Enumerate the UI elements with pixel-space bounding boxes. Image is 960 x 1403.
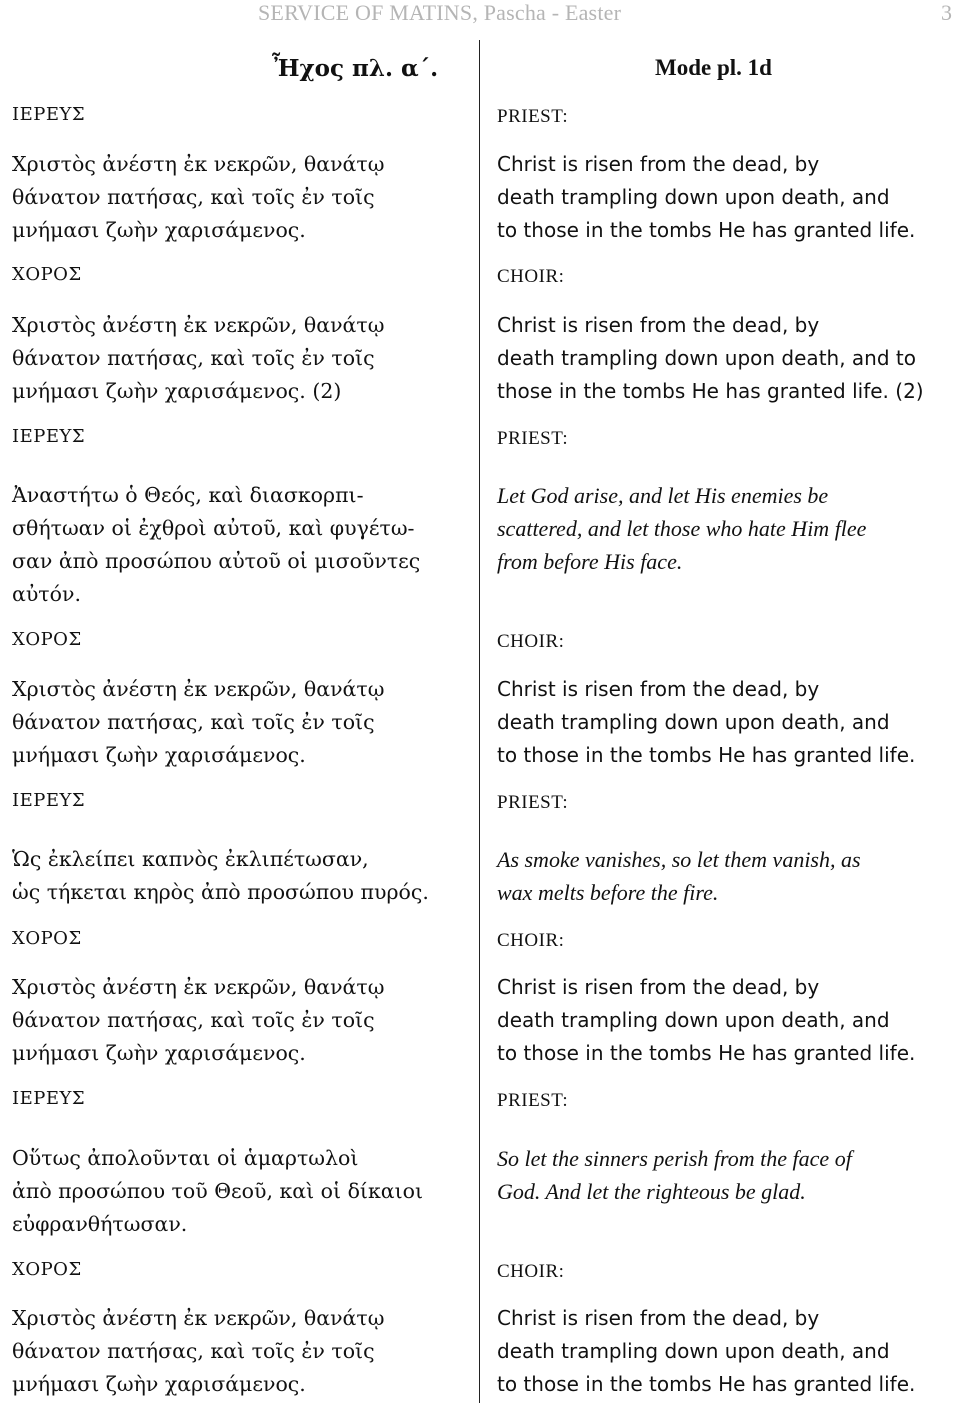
english-verse: As smoke vanishes, so let them vanish, as wax melts before the fire. <box>497 847 861 905</box>
greek-verse: Ἀναστήτω ὁ Θεός, καὶ διασκορπι- σθήτωαν οἱ ἐχθροὶ αὐτοῦ, καὶ φυγέτω- σαν ἀπὸ προσώπου αὐτοῦ οἱ μισοῦντες αὐτόν. <box>12 483 421 606</box>
english-verse: So let the sinners perish from the face of God. And let the righteous be glad. <box>497 1146 852 1204</box>
greek-verse: Χριστὸς ἀνέστη ἐκ νεκρῶν, θανάτῳ θάνατον πατήσας, καὶ τοῖς ἐν τοῖς μνήμασι ζωὴν χαρισάμενος. <box>12 975 385 1065</box>
role-label: PRIEST: <box>497 1090 569 1111</box>
greek-verse: Χριστὸς ἀνέστη ἐκ νεκρῶν, θανάτῳ θάνατον πατήσας, καὶ τοῖς ἐν τοῖς μνήμασι ζωὴν χαρισάμενος. <box>12 152 385 242</box>
english-verse: Christ is risen from the dead, by death trampling down upon death, and to those in the tombs He has granted life. <box>497 975 916 1065</box>
english-verse: Christ is risen from the dead, by death trampling down upon death, and to those in the tombs He has granted life. <box>497 677 916 767</box>
role-label: ΧΟΡΟΣ <box>12 928 82 949</box>
greek-verse: Χριστὸς ἀνέστη ἐκ νεκρῶν, θανάτῳ θάνατον πατήσας, καὶ τοῖς ἐν τοῖς μνήμασι ζωὴν χαρισάμενος. <box>12 677 385 767</box>
page-number: 3 <box>941 0 952 25</box>
role-label: CHOIR: <box>497 631 565 652</box>
running-header <box>0 0 960 26</box>
mode-greek: Ἦχος πλ. α΄. <box>272 55 439 82</box>
role-label: ΧΟΡΟΣ <box>12 629 82 650</box>
role-label: CHOIR: <box>497 266 565 287</box>
role-label: ΙΕΡΕΥΣ <box>12 426 86 447</box>
role-label: PRIEST: <box>497 792 569 813</box>
english-verse: Christ is risen from the dead, by death trampling down upon death, and to those in the tombs He has granted life. <box>497 1306 916 1396</box>
english-verse: Christ is risen from the dead, by death trampling down upon death, and to those in the tombs He has granted life. <box>497 152 916 242</box>
role-label: CHOIR: <box>497 930 565 951</box>
role-label: ΙΕΡΕΥΣ <box>12 104 86 125</box>
role-label: ΙΕΡΕΥΣ <box>12 1088 86 1109</box>
greek-verse: Ὡς ἐκλείπει καπνὸς ἐκλιπέτωσαν, ὡς τήκεται κηρὸς ἀπὸ προσώπου πυρός. <box>12 847 429 904</box>
greek-verse: Οὕτως ἀπολοῦνται οἱ ἁμαρτωλοὶ ἀπὸ προσώπου τοῦ Θεοῦ, καὶ οἱ δίκαιοι εὐφρανθήτωσαν. <box>12 1146 424 1236</box>
greek-verse: Χριστὸς ἀνέστη ἐκ νεκρῶν, θανάτῳ θάνατον πατήσας, καὶ τοῖς ἐν τοῖς μνήμασι ζωὴν χαρισάμενος. <box>12 1306 385 1396</box>
role-label: ΧΟΡΟΣ <box>12 264 82 285</box>
role-label: PRIEST: <box>497 106 569 127</box>
role-label: PRIEST: <box>497 428 569 449</box>
role-label: ΧΟΡΟΣ <box>12 1259 82 1280</box>
english-verse: Christ is risen from the dead, by death trampling down upon death, and to those in the tombs He has granted life. (2) <box>497 313 924 403</box>
mode-english: Mode pl. 1d <box>655 55 772 80</box>
role-label: ΙΕΡΕΥΣ <box>12 790 86 811</box>
greek-verse: Χριστὸς ἀνέστη ἐκ νεκρῶν, θανάτῳ θάνατον πατήσας, καὶ τοῖς ἐν τοῖς μνήμασι ζωὴν χαρισάμενος. (2) <box>12 313 385 403</box>
english-verse: Let God arise, and let His enemies be scattered, and let those who hate Him flee from before His face. <box>497 483 867 574</box>
role-label: CHOIR: <box>497 1261 565 1282</box>
header-title: SERVICE OF MATINS, Pascha - Easter <box>258 0 622 25</box>
column-divider <box>479 40 480 1403</box>
